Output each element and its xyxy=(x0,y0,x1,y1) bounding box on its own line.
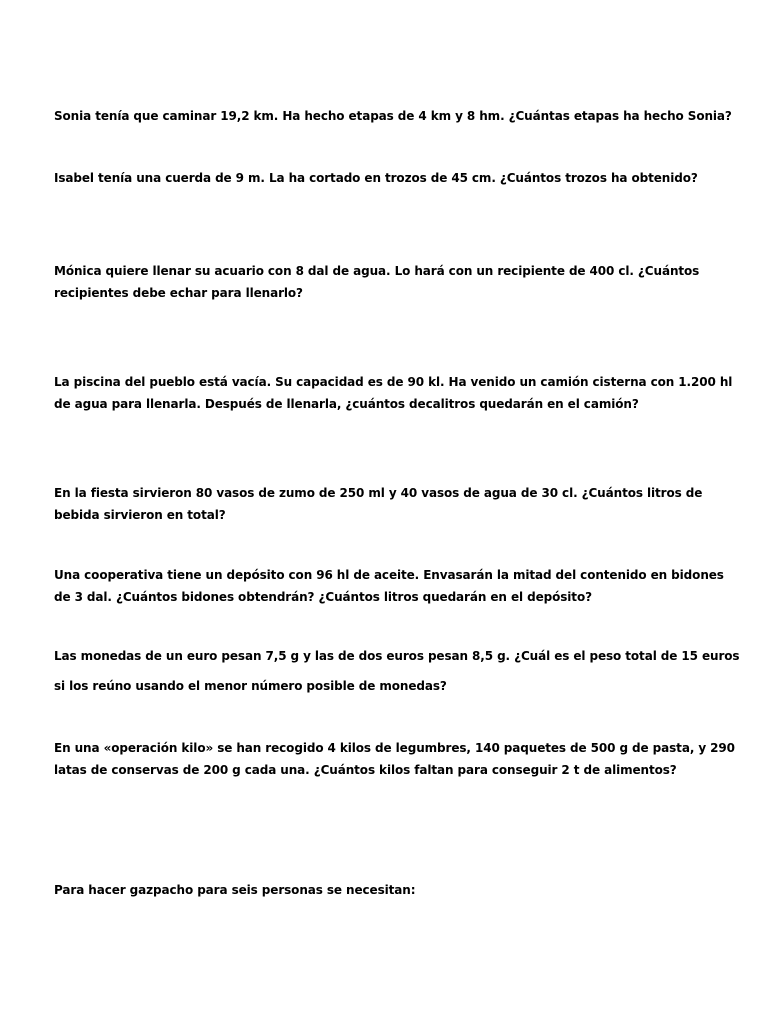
problem-pool-tanker: La piscina del pueblo está vacía. Su capacidad es de 90 kl. Ha venido un camión cisterna con 1.200 hl de agua para llenarla. Después de llenarla, ¿cuántos decalitros quedarán en el camión? xyxy=(54,375,733,411)
problem-operacion-kilo: En una «operación kilo» se han recogido 4 kilos de legumbres, 140 paquetes de 500 g de pasta, y 290 latas de conservas de 200 g cada una. ¿Cuántos kilos faltan para conseguir 2 t de alimentos? xyxy=(54,741,735,777)
problem-euro-coins-line-2: si los reúno usando el menor número posible de monedas? xyxy=(54,679,447,693)
problem-cooperative-oil: Una cooperativa tiene un depósito con 96 hl de aceite. Envasarán la mitad del contenido en bidones de 3 dal. ¿Cuántos bidones obtendrán? ¿Cuántos litros quedarán en el depósito? xyxy=(54,568,724,604)
problem-isabel-rope: Isabel tenía una cuerda de 9 m. La ha cortado en trozos de 45 cm. ¿Cuántos trozos ha obtenido? xyxy=(54,171,698,185)
problem-euro-coins-line-1: Las monedas de un euro pesan 7,5 g y las de dos euros pesan 8,5 g. ¿Cuál es el peso total de 15 euros xyxy=(54,649,740,663)
problem-monica-aquarium: Mónica quiere llenar su acuario con 8 dal de agua. Lo hará con un recipiente de 400 cl. ¿Cuántos recipientes debe echar para llenarlo? xyxy=(54,264,700,300)
problem-party-drinks: En la fiesta sirvieron 80 vasos de zumo de 250 ml y 40 vasos de agua de 30 cl. ¿Cuántos litros de bebida sirvieron en total? xyxy=(54,486,703,522)
problem-gazpacho-intro: Para hacer gazpacho para seis personas se necesitan: xyxy=(54,883,416,897)
problem-sonia-walk: Sonia tenía que caminar 19,2 km. Ha hecho etapas de 4 km y 8 hm. ¿Cuántas etapas ha hecho Sonia? xyxy=(54,109,732,123)
